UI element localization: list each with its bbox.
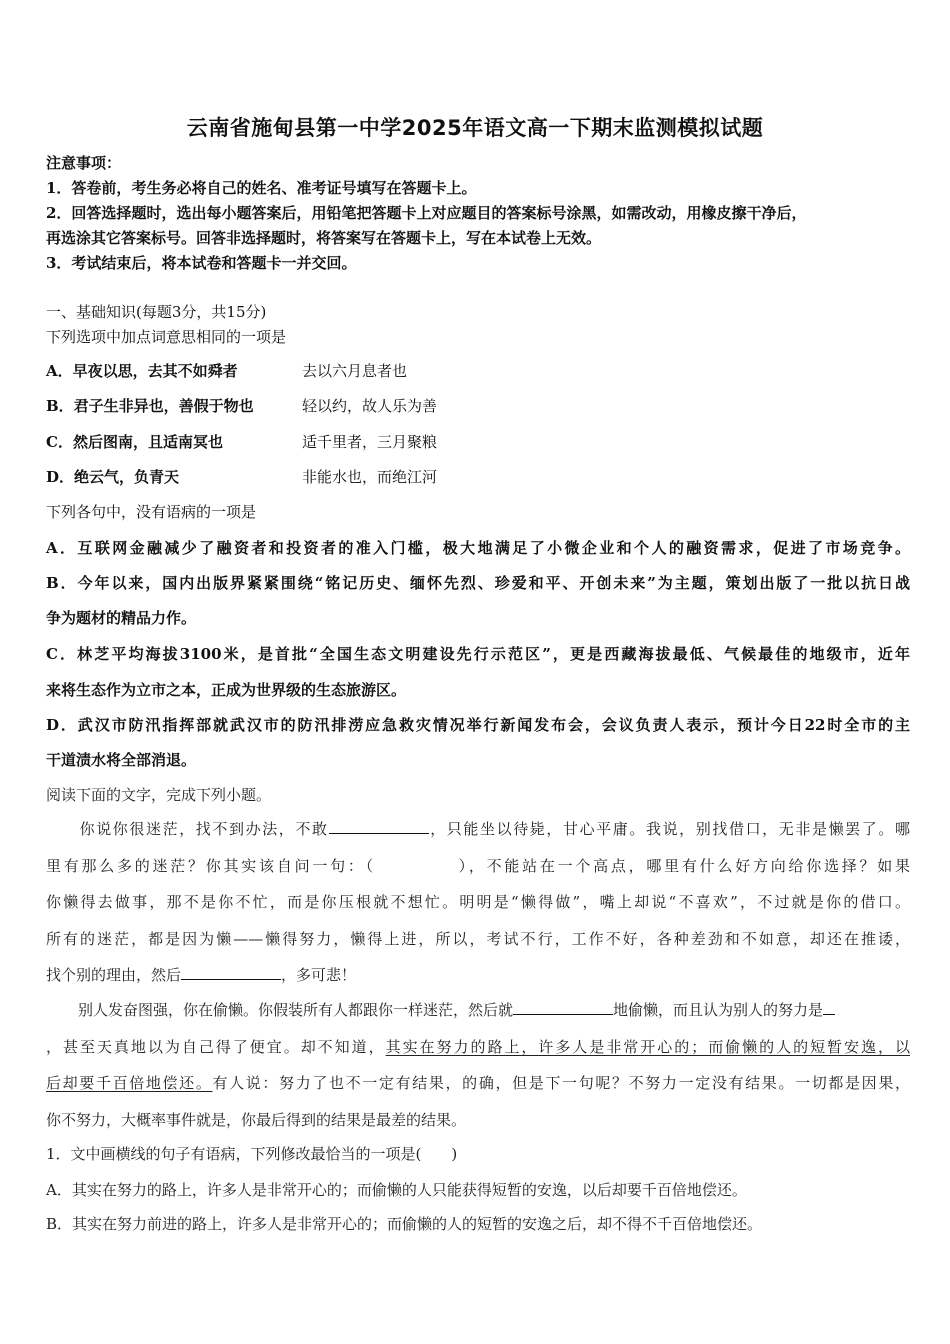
passage-line: 所有的迷茫，都是因为懒——懒得努力，懒得上进，所以，考试不行，工作不好，各种差劲和不如意，却还在推诿， [46, 930, 910, 948]
passage-text: 你说你很迷茫，找不到办法，不敢 [78, 820, 329, 838]
passage-text: ，甚至天真地以为自己得了便宜。却不知道， [46, 1038, 386, 1056]
passage-text: ），不能站在一个高点，哪里有什么好方向给你选择？如果 [455, 857, 910, 875]
section-heading: 一、基础知识(每题3分，共15分) [46, 303, 267, 321]
option-line: A．其实在努力的路上，许多人是非常开心的；而偷懒的人只能获得短暂的安逸，以后却要千百倍地偿还。 [46, 1181, 747, 1199]
notice-item: 2．回答选择题时，选出每小题答案后，用铅笔把答题卡上对应题目的答案标号涂黑，如需改动，用橡皮擦干净后， [46, 204, 807, 222]
option-right: 非能水也，而绝江河 [302, 468, 438, 486]
passage-line: 你懒得去做事，那不是你不忙，而是你压根就不想忙。明明是“懒得做”，嘴上却说“不喜欢”，不过就是你的借口。 [46, 893, 910, 911]
notice-item: 3．考试结束后，将本试卷和答题卡一并交回。 [46, 254, 357, 272]
option-line: D．武汉市防汛指挥部就武汉市的防汛排涝应急救灾情况举行新闻发布会，会议负责人表示，预计今日22时全市的主 [46, 716, 910, 734]
option-line: 干道渍水将全部消退。 [46, 751, 197, 769]
passage-line [46, 964, 910, 986]
passage-text: ，只能坐以待毙，甘心平庸。我说，别找借口，无非是懒罢了。哪 [428, 820, 910, 838]
option-line: B．今年以来，国内出版界紧紧围绕“铭记历史、缅怀先烈、珍爱和平、开创未来”为主题，策划出版了一批以抗日战 [46, 574, 910, 592]
option-right: 去以六月息者也 [302, 362, 408, 380]
fill-blank [329, 819, 429, 834]
notice-item: 1．答卷前，考生务必将自己的姓名、准考证号填写在答题卡上。 [46, 179, 477, 197]
option-line: 争为题材的精品力作。 [46, 609, 197, 627]
passage-line [46, 818, 910, 840]
question-stem: 1．文中画横线的句子有语病，下列修改最恰当的一项是( ) [46, 1145, 458, 1163]
passage-text: 有人说：努力了也不一定有结果，的确，但是下一句呢？不努力一定没有结果。一切都是因果， [212, 1074, 910, 1092]
option-line: 来将生态作为立市之本，正成为世界级的生态旅游区。 [46, 681, 407, 699]
underlined-sentence: 其实在努力的路上，许多人是非常开心的；而偷懒的人的短暂安逸，以 [385, 1038, 910, 1056]
reading-intro: 阅读下面的文字，完成下列小题。 [46, 786, 272, 804]
passage-line [46, 855, 910, 877]
passage-text: 里有那么多的迷茫？你其实该自问一句：（ [46, 857, 376, 875]
passage-text: 找个别的理由，然后 [46, 966, 182, 984]
question-stem: 下列各句中，没有语病的一项是 [46, 503, 257, 521]
passage-text: ，多可悲！ [281, 966, 357, 984]
option-line: C．林芝平均海拔3100米，是首批“全国生态文明建设先行示范区”，更是西藏海拔最低、气候最佳的地级市，近年 [46, 645, 910, 663]
passage-line [46, 999, 910, 1021]
passage-text: 地偷懒，而且认为别人的努力是 [613, 1001, 824, 1019]
option-line: B．其实在努力前进的路上，许多人是非常开心的；而偷懒的人的短暂的安逸之后，却不得不千百倍地偿还。 [46, 1215, 763, 1233]
fill-blank [823, 1000, 835, 1015]
passage-line [46, 1036, 910, 1058]
fill-blank [181, 965, 281, 980]
page-title: 云南省施甸县第一中学2025年语文高一下期末监测模拟试题 [186, 116, 764, 140]
option-left: A．早夜以思，去其不如舜者 [46, 362, 238, 380]
question-stem: 下列选项中加点词意思相同的一项是 [46, 328, 287, 346]
notice-heading: 注意事项： [46, 154, 122, 172]
option-line: A．互联网金融减少了融资者和投资者的准入门槛，极大地满足了小微企业和个人的融资需求，促进了市场竞争。 [46, 539, 910, 557]
option-left: B．君子生非异也，善假于物也 [46, 397, 254, 415]
passage-line: 你不努力，大概率事件就是，你最后得到的结果是最差的结果。 [46, 1111, 467, 1129]
passage-text: 别人发奋图强，你在偷懒。你假装所有人都跟你一样迷茫，然后就 [78, 1001, 514, 1019]
underlined-sentence: 后却要千百倍地偿还。 [46, 1074, 213, 1092]
option-right: 适千里者，三月聚粮 [302, 433, 438, 451]
notice-item: 再选涂其它答案标号。回答非选择题时，将答案写在答题卡上，写在本试卷上无效。 [46, 229, 602, 247]
option-right: 轻以约，故人乐为善 [302, 397, 438, 415]
option-left: C．然后图南，且适南冥也 [46, 433, 223, 451]
fill-blank [513, 1000, 613, 1015]
option-left: D．绝云气，负青天 [46, 468, 180, 486]
passage-line [46, 1072, 910, 1094]
